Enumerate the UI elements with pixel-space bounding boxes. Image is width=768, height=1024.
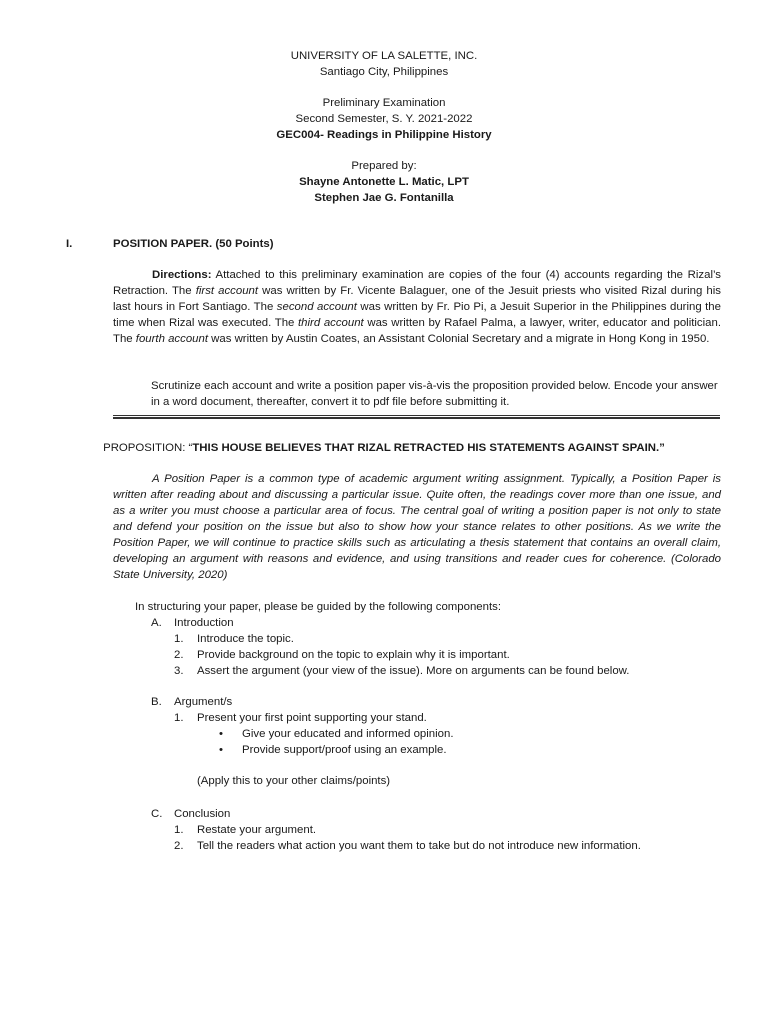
structure-intro: In structuring your paper, please be guided by the following components: <box>135 601 501 613</box>
bullet-icon: • <box>219 744 223 756</box>
third-account: third account <box>298 317 364 329</box>
prepared-by-label: Prepared by: <box>351 160 417 172</box>
instruction-paragraph: Scrutinize each account and write a position paper vis-à-vis the proposition provided below. Encode your answer in a word document, thereafter, convert it to pdf file before submitting it. <box>151 380 718 408</box>
section-b-letter: B. <box>151 696 162 708</box>
bullet-item: Provide support/proof using an example. <box>242 744 447 756</box>
list-number: 2. <box>174 840 184 852</box>
author-1: Shayne Antonette L. Matic, LPT <box>299 176 469 188</box>
position-paper-definition: A Position Paper is a common type of academic argument writing assignment. Typically, a Position Paper is written after reading about and discussing a particular issue. Quite often, the readings cover more than one issue, and as a writer you must choose a particular area of focus. The central goal of writing a position paper is not only to state and defend your position on the issue but also to show how your stance relates to other positions. As we write the Position Paper, we will continue to practice skills such as articulating a thesis statement that contains an overall claim, developing an argument with reasons and evidence, and using transitions and reader cues for coherence. (Colorado State University, 2020) <box>113 473 721 581</box>
section-c-letter: C. <box>151 808 163 820</box>
author-2: Stephen Jae G. Fontanilla <box>314 192 454 204</box>
section-number: I. <box>66 238 73 250</box>
list-number: 1. <box>174 712 184 724</box>
section-a-letter: A. <box>151 617 162 629</box>
list-number: 1. <box>174 824 184 836</box>
list-item: Tell the readers what action you want them to take but do not introduce new information. <box>197 840 641 852</box>
university-name: UNIVERSITY OF LA SALETTE, INC. <box>290 50 478 62</box>
university-location: Santiago City, Philippines <box>319 66 449 78</box>
section-b-title: Argument/s <box>174 696 233 708</box>
horizontal-divider <box>113 415 720 419</box>
first-account: first account <box>195 285 259 297</box>
second-account: second account <box>276 301 357 313</box>
bullet-icon: • <box>219 728 223 740</box>
section-a-title: Introduction <box>174 617 234 629</box>
proposition <box>0 440 768 456</box>
list-item: Provide background on the topic to explain why it is important. <box>197 649 510 661</box>
directions-text: was written by Rafael Palma, a lawyer, writer, educator and politician. The <box>113 317 721 345</box>
semester: Second Semester, S. Y. 2021-2022 <box>295 113 473 125</box>
directions-paragraph <box>113 267 721 347</box>
directions-label: Directions: <box>152 269 212 281</box>
proposition-label: PROPOSITION: “ <box>103 442 193 454</box>
directions-text: was written by Austin Coates, an Assistant Colonial Secretary and a migrate in Hong Kong in 1950. <box>207 333 710 345</box>
list-number: 1. <box>174 633 184 645</box>
bullet-item: Give your educated and informed opinion. <box>242 728 454 740</box>
document-header <box>0 48 768 206</box>
apply-note: (Apply this to your other claims/points) <box>197 775 391 787</box>
list-item: Assert the argument (your view of the issue). More on arguments can be found below. <box>197 665 630 677</box>
proposition-text: THIS HOUSE BELIEVES THAT RIZAL RETRACTED HIS STATEMENTS AGAINST SPAIN.” <box>192 442 665 454</box>
spacer <box>0 143 768 158</box>
list-item: Present your first point supporting your stand. <box>197 712 427 724</box>
directions-text: was written by Fr. Pio Pi, a Jesuit Superior in the Philippines during the time when Rizal was executed. The <box>113 301 721 329</box>
course-title: GEC004- Readings in Philippine History <box>276 129 492 141</box>
exam-title: Preliminary Examination <box>322 97 446 109</box>
directions-text: was written by Fr. Vicente Balaguer, one of the Jesuit priests who visited Rizal during his last hours in Fort Santiago. The <box>113 285 721 313</box>
section-c-title: Conclusion <box>174 808 231 820</box>
list-number: 2. <box>174 649 184 661</box>
spacer <box>0 80 768 95</box>
section-title: POSITION PAPER. (50 Points) <box>113 238 274 250</box>
list-item: Restate your argument. <box>197 824 317 836</box>
directions-text: Attached to this preliminary examination are copies of the four (4) accounts regarding the Rizal’s Retraction. The <box>113 269 721 297</box>
list-number: 3. <box>174 665 184 677</box>
fourth-account: fourth account <box>135 333 208 345</box>
list-item: Introduce the topic. <box>197 633 294 645</box>
